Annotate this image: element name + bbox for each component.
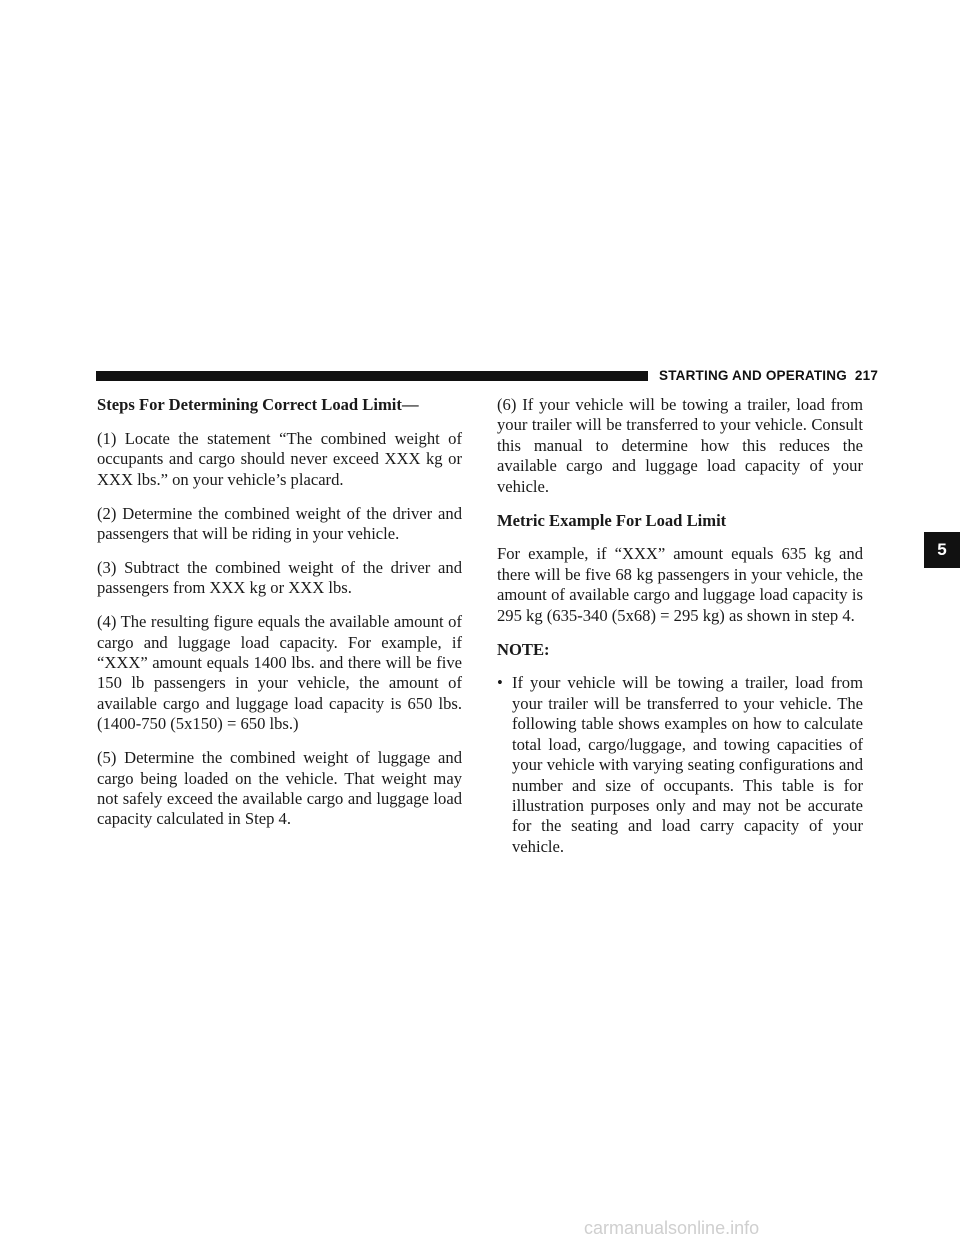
metric-example-text: For example, if “XXX” amount equals 635 kg and there will be five 68 kg passengers in your vehicle, the amount of available cargo and luggage load capacity is 295 kg (635-340 (5x68) = 295 kg) as shown in step 4. [497,544,863,625]
section-title: STARTING AND OPERATING [659,368,847,383]
header-rule [96,371,648,381]
step-3: (3) Subtract the combined weight of the driver and passengers from XXX kg or XXX lbs. [97,557,462,598]
step-2: (2) Determine the combined weight of the driver and passengers that will be riding in your vehicle. [97,503,462,544]
step-5: (5) Determine the combined weight of luggage and cargo being loaded on the vehicle. That weight may not safely exceed the available cargo and luggage load capacity calculated in Step 4. [97,748,462,829]
step-1: (1) Locate the statement “The combined weight of occupants and cargo should never exceed XXX kg or XXX lbs.” on your vehicle’s placard. [97,428,462,489]
steps-heading: Steps For Determining Correct Load Limit— [97,395,419,414]
right-column [497,395,863,857]
bullet-icon: • [497,673,503,693]
left-column [97,395,462,843]
note-heading: NOTE: [497,639,550,659]
note-bullet-text: If your vehicle will be towing a trailer, load from your trailer will be transferred to your vehicle. The following table shows examples on how to calculate total load, cargo/luggage, and towing capacities of your vehicle with varying seating configurations and number and size of occupants. This table is for illustration purposes only and may not be accurate for the seating and load carry capacity of your vehicle. [512,673,863,856]
watermark: carmanualsonline.info [584,1218,760,1238]
chapter-tab: 5 [924,532,960,568]
page-number: 217 [854,368,879,383]
metric-example-heading: Metric Example For Load Limit [497,510,727,530]
step-6: (6) If your vehicle will be towing a trailer, load from your trailer will be transferred to your vehicle. Consult this manual to determine how this reduces the available cargo and luggage load capacity of your vehicle. [497,395,863,496]
step-4: (4) The resulting figure equals the available amount of cargo and luggage load capacity. For example, if “XXX” amount equals 1400 lbs. and there will be five 150 lb passengers in your vehicle, the amount of available cargo and luggage load capacity is 650 lbs. (1400-750 (5x150) = 650 lbs.) [97,612,462,734]
running-header [659,367,878,385]
note-bullet-item [497,673,863,857]
